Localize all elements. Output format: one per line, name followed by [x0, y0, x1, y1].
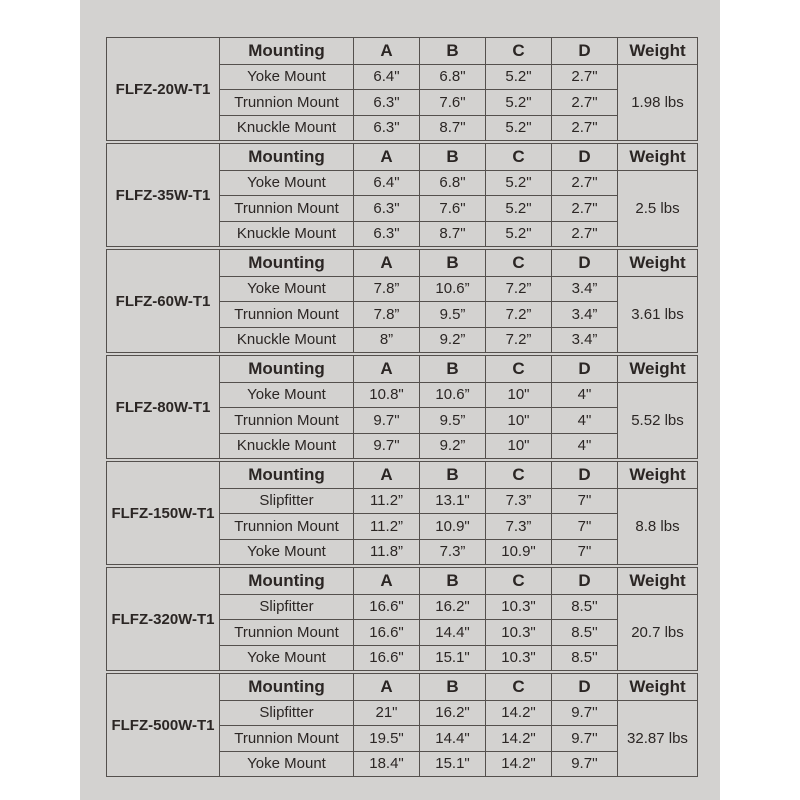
- product-spec-tables: [80, 0, 720, 777]
- dim-a-cell: 11.8”: [353, 539, 419, 565]
- dim-a-cell: 6.3": [353, 221, 419, 247]
- dim-b-cell: 14.4": [419, 725, 485, 751]
- dim-b-cell: 9.5”: [419, 407, 485, 433]
- dim-a-cell: 6.4": [353, 64, 419, 90]
- dim-a-cell: 9.7": [353, 433, 419, 459]
- mounting-type-cell: Slipfitter: [219, 594, 353, 620]
- column-header-c: C: [485, 38, 551, 64]
- dim-d-cell: 3.4”: [551, 276, 617, 302]
- dim-c-cell: 14.2": [485, 725, 551, 751]
- dim-a-cell: 11.2”: [353, 513, 419, 539]
- mounting-type-cell: Trunnion Mount: [219, 513, 353, 539]
- product-weight-value: 8.8 lbs: [617, 488, 697, 565]
- mounting-type-cell: Knuckle Mount: [219, 115, 353, 141]
- mounting-type-cell: Trunnion Mount: [219, 407, 353, 433]
- dim-c-cell: 5.2": [485, 221, 551, 247]
- dim-a-cell: 16.6": [353, 619, 419, 645]
- column-header-c: C: [485, 250, 551, 276]
- column-header-c: C: [485, 568, 551, 594]
- dim-d-cell: 8.5'': [551, 594, 617, 620]
- dim-a-cell: 8”: [353, 327, 419, 353]
- mounting-type-cell: Trunnion Mount: [219, 301, 353, 327]
- column-header-b: B: [419, 462, 485, 488]
- dim-c-cell: 10": [485, 433, 551, 459]
- dim-a-cell: 9.7": [353, 407, 419, 433]
- column-header-a: A: [353, 568, 419, 594]
- dim-a-cell: 18.4": [353, 751, 419, 777]
- dim-c-cell: 5.2": [485, 89, 551, 115]
- column-header-c: C: [485, 674, 551, 700]
- column-header-weight: Weight: [617, 462, 697, 488]
- dim-a-cell: 7.8”: [353, 301, 419, 327]
- dim-b-cell: 8.7": [419, 221, 485, 247]
- dim-c-cell: 10": [485, 382, 551, 408]
- product-model: FLFZ-35W-T1: [115, 186, 211, 204]
- dim-a-cell: 16.6": [353, 594, 419, 620]
- dim-b-cell: 7.6": [419, 89, 485, 115]
- dim-a-cell: 6.3": [353, 195, 419, 221]
- dim-b-cell: 9.2”: [419, 433, 485, 459]
- dim-c-cell: 5.2": [485, 64, 551, 90]
- dim-a-cell: 10.8": [353, 382, 419, 408]
- column-header-d: D: [551, 250, 617, 276]
- dim-c-cell: 5.2": [485, 195, 551, 221]
- dim-d-cell: 2.7": [551, 195, 617, 221]
- dim-c-cell: 10.9": [485, 539, 551, 565]
- dim-d-cell: 4": [551, 382, 617, 408]
- product-spec-table: [106, 673, 698, 777]
- dim-b-cell: 7.3”: [419, 539, 485, 565]
- dim-c-cell: 10.3": [485, 645, 551, 671]
- mounting-type-cell: Slipfitter: [219, 700, 353, 726]
- dim-a-cell: 6.3": [353, 89, 419, 115]
- dim-a-cell: 19.5": [353, 725, 419, 751]
- product-spec-table: [106, 249, 698, 353]
- product-spec-table: [106, 355, 698, 459]
- product-weight-value: 3.61 lbs: [617, 276, 697, 353]
- product-spec-table: [106, 37, 698, 141]
- column-header-a: A: [353, 144, 419, 170]
- dim-c-cell: 7.3”: [485, 513, 551, 539]
- dim-c-cell: 7.2”: [485, 276, 551, 302]
- product-model: FLFZ-320W-T1: [111, 610, 215, 628]
- column-header-d: D: [551, 568, 617, 594]
- column-header-b: B: [419, 568, 485, 594]
- mounting-type-cell: Trunnion Mount: [219, 619, 353, 645]
- product-model: FLFZ-150W-T1: [111, 504, 215, 522]
- column-header-d: D: [551, 38, 617, 64]
- dim-d-cell: 7": [551, 513, 617, 539]
- dim-d-cell: 8.5'': [551, 619, 617, 645]
- dim-c-cell: 14.2": [485, 700, 551, 726]
- dim-c-cell: 5.2": [485, 170, 551, 196]
- column-header-a: A: [353, 38, 419, 64]
- product-weight-value: 2.5 lbs: [617, 170, 697, 247]
- column-header-b: B: [419, 674, 485, 700]
- dim-a-cell: 11.2”: [353, 488, 419, 514]
- dim-c-cell: 10.3": [485, 594, 551, 620]
- dim-d-cell: 7": [551, 488, 617, 514]
- product-weight-value: 20.7 lbs: [617, 594, 697, 671]
- column-header-mounting: Mounting: [219, 568, 353, 594]
- product-model: FLFZ-80W-T1: [115, 398, 211, 416]
- column-header-mounting: Mounting: [219, 38, 353, 64]
- dim-d-cell: 4": [551, 433, 617, 459]
- column-header-weight: Weight: [617, 356, 697, 382]
- mounting-type-cell: Trunnion Mount: [219, 195, 353, 221]
- dim-c-cell: 14.2": [485, 751, 551, 777]
- dim-b-cell: 10.6”: [419, 382, 485, 408]
- column-header-b: B: [419, 144, 485, 170]
- dim-c-cell: 7.2”: [485, 327, 551, 353]
- column-header-d: D: [551, 144, 617, 170]
- mounting-type-cell: Knuckle Mount: [219, 433, 353, 459]
- dim-d-cell: 2.7": [551, 89, 617, 115]
- column-header-b: B: [419, 38, 485, 64]
- dim-a-cell: 21": [353, 700, 419, 726]
- dim-c-cell: 5.2": [485, 115, 551, 141]
- mounting-type-cell: Knuckle Mount: [219, 327, 353, 353]
- dim-b-cell: 15.1": [419, 645, 485, 671]
- mounting-type-cell: Yoke Mount: [219, 645, 353, 671]
- dim-b-cell: 16.2": [419, 700, 485, 726]
- column-header-d: D: [551, 674, 617, 700]
- column-header-weight: Weight: [617, 674, 697, 700]
- product-model: FLFZ-500W-T1: [111, 716, 215, 734]
- column-header-b: B: [419, 356, 485, 382]
- mounting-type-cell: Trunnion Mount: [219, 725, 353, 751]
- dim-b-cell: 16.2": [419, 594, 485, 620]
- dim-b-cell: 13.1": [419, 488, 485, 514]
- column-header-mounting: Mounting: [219, 674, 353, 700]
- dim-d-cell: 9.7'': [551, 751, 617, 777]
- dim-d-cell: 7": [551, 539, 617, 565]
- product-spec-table: [106, 143, 698, 247]
- dim-b-cell: 14.4": [419, 619, 485, 645]
- column-header-b: B: [419, 250, 485, 276]
- column-header-c: C: [485, 356, 551, 382]
- dim-b-cell: 6.8": [419, 64, 485, 90]
- mounting-type-cell: Slipfitter: [219, 488, 353, 514]
- dim-d-cell: 2.7": [551, 64, 617, 90]
- dim-d-cell: 8.5'': [551, 645, 617, 671]
- mounting-type-cell: Yoke Mount: [219, 170, 353, 196]
- column-header-a: A: [353, 250, 419, 276]
- dim-a-cell: 16.6": [353, 645, 419, 671]
- column-header-weight: Weight: [617, 250, 697, 276]
- product-spec-table: [106, 567, 698, 671]
- mounting-type-cell: Yoke Mount: [219, 276, 353, 302]
- dim-d-cell: 2.7": [551, 170, 617, 196]
- dim-d-cell: 9.7'': [551, 700, 617, 726]
- product-weight-value: 5.52 lbs: [617, 382, 697, 459]
- column-header-weight: Weight: [617, 144, 697, 170]
- column-header-mounting: Mounting: [219, 144, 353, 170]
- mounting-type-cell: Yoke Mount: [219, 382, 353, 408]
- dim-b-cell: 10.6”: [419, 276, 485, 302]
- column-header-a: A: [353, 356, 419, 382]
- dim-d-cell: 2.7": [551, 115, 617, 141]
- dim-b-cell: 9.2”: [419, 327, 485, 353]
- dim-c-cell: 10": [485, 407, 551, 433]
- column-header-c: C: [485, 462, 551, 488]
- dim-d-cell: 9.7'': [551, 725, 617, 751]
- dim-b-cell: 15.1": [419, 751, 485, 777]
- product-weight-value: 1.98 lbs: [617, 64, 697, 141]
- dim-a-cell: 6.3": [353, 115, 419, 141]
- column-header-a: A: [353, 462, 419, 488]
- dim-c-cell: 7.2”: [485, 301, 551, 327]
- column-header-weight: Weight: [617, 568, 697, 594]
- mounting-type-cell: Knuckle Mount: [219, 221, 353, 247]
- column-header-mounting: Mounting: [219, 356, 353, 382]
- product-spec-table: [106, 461, 698, 565]
- product-weight-value: 32.87 lbs: [617, 700, 697, 777]
- dim-c-cell: 7.3”: [485, 488, 551, 514]
- dim-c-cell: 10.3": [485, 619, 551, 645]
- dim-b-cell: 10.9": [419, 513, 485, 539]
- column-header-mounting: Mounting: [219, 462, 353, 488]
- dim-d-cell: 4": [551, 407, 617, 433]
- column-header-d: D: [551, 462, 617, 488]
- dim-b-cell: 8.7": [419, 115, 485, 141]
- column-header-a: A: [353, 674, 419, 700]
- dim-b-cell: 9.5”: [419, 301, 485, 327]
- mounting-type-cell: Trunnion Mount: [219, 89, 353, 115]
- mounting-type-cell: Yoke Mount: [219, 751, 353, 777]
- dim-a-cell: 7.8”: [353, 276, 419, 302]
- dim-d-cell: 2.7": [551, 221, 617, 247]
- dim-d-cell: 3.4”: [551, 301, 617, 327]
- column-header-c: C: [485, 144, 551, 170]
- product-model: FLFZ-20W-T1: [115, 80, 211, 98]
- dim-b-cell: 7.6": [419, 195, 485, 221]
- dim-b-cell: 6.8": [419, 170, 485, 196]
- product-model: FLFZ-60W-T1: [115, 292, 211, 310]
- mounting-type-cell: Yoke Mount: [219, 539, 353, 565]
- column-header-mounting: Mounting: [219, 250, 353, 276]
- column-header-weight: Weight: [617, 38, 697, 64]
- dim-d-cell: 3.4”: [551, 327, 617, 353]
- dim-a-cell: 6.4": [353, 170, 419, 196]
- mounting-type-cell: Yoke Mount: [219, 64, 353, 90]
- column-header-d: D: [551, 356, 617, 382]
- spec-sheet-panel: [80, 0, 720, 800]
